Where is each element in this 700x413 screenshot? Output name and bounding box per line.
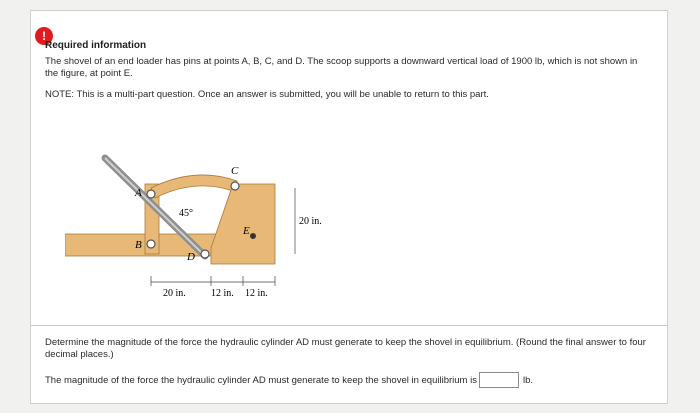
question-card (30, 10, 668, 404)
answer-row (45, 372, 655, 388)
problem-note: NOTE: This is a multi-part question. Once an answer is submitted, you will be unable to return to this part. (45, 89, 489, 100)
label-d: D (187, 251, 195, 263)
link-ac (151, 175, 237, 198)
pin-b (147, 240, 155, 248)
label-dim-h1: 20 in. (163, 288, 186, 299)
label-dim-h2: 12 in. (211, 288, 234, 299)
answer-input[interactable] (479, 372, 519, 388)
label-angle: 45° (179, 208, 193, 219)
point-e (250, 233, 256, 239)
label-a: A (135, 187, 142, 199)
section-divider (31, 325, 667, 326)
label-b: B (135, 239, 142, 251)
problem-intro: The shovel of an end loader has pins at points A, B, C, and D. The scoop supports a downward vertical load of 1900 lb, which is not shown in the figure, at point E. (45, 56, 638, 79)
alert-icon: ! (35, 27, 53, 45)
label-e: E (243, 225, 250, 237)
pin-c (231, 182, 239, 190)
question-text: Determine the magnitude of the force the hydraulic cylinder AD must generate to keep the shovel in equilibrium. (Round the final answer to four decimal places.) (45, 337, 646, 360)
scoop (211, 184, 275, 264)
section-title: Required information (45, 40, 147, 51)
answer-unit: lb. (522, 374, 534, 386)
label-dim-vertical: 20 in. (299, 216, 322, 227)
end-loader-figure (65, 136, 335, 306)
pin-d (201, 250, 209, 258)
label-dim-h3: 12 in. (245, 288, 268, 299)
pin-a (147, 190, 155, 198)
answer-prompt: The magnitude of the force the hydraulic cylinder AD must generate to keep the shovel in equilibrium is (45, 374, 477, 386)
label-c: C (231, 165, 239, 177)
